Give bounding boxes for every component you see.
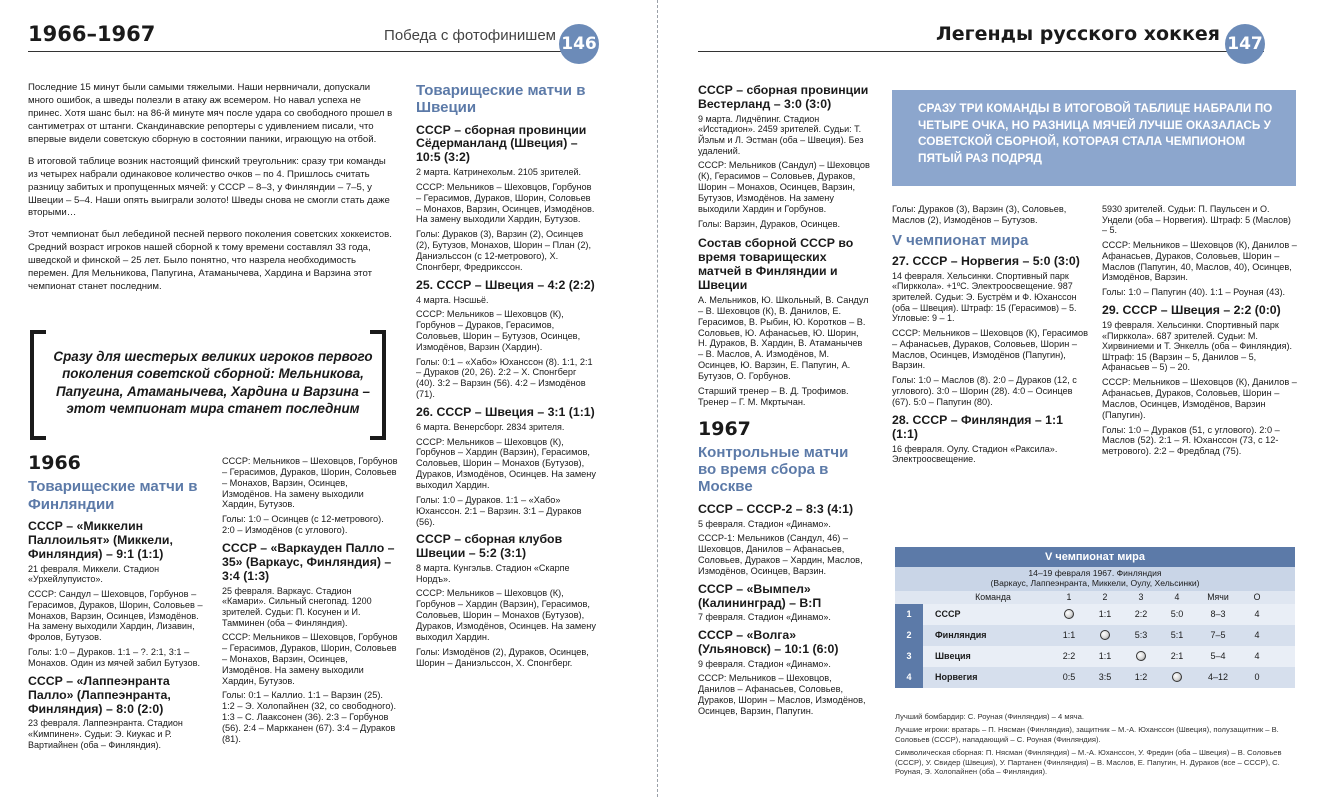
score-cell: 5:3 xyxy=(1134,629,1148,640)
header-cell: Команда xyxy=(975,591,1011,602)
match-title: 28. СССР – Финляндия – 1:1 (1:1) xyxy=(892,412,1063,441)
match-lineup: СССР: Мельников – Шеховцов (К), Данилов – Афанасьев, Дураков, Соловьев, Шорин – Маслов, Осинцев, Измодёнов, Варзин (Папугин). xyxy=(1102,377,1297,420)
score-cell: 2:2 xyxy=(1134,608,1148,619)
column-sweden xyxy=(416,82,596,672)
section-title: Товарищеские матчи в Швеции xyxy=(416,82,586,117)
match-lineup: СССР-1: Мельников (Сандул, 46) – Шеховцов, Данилов – Афанасьев, Соловьев, Дураков – Хардин, Маслов, Измодёнов, Осинцев, Варзин. xyxy=(698,533,863,576)
match-goals: Голы: Варзин, Дураков, Осинцев. xyxy=(698,218,841,229)
header-cell: 1 xyxy=(1066,591,1072,602)
self-cell xyxy=(1051,604,1087,625)
header-cell: 3 xyxy=(1138,591,1144,602)
left-header xyxy=(28,18,594,52)
header-cell: 2 xyxy=(1102,591,1108,602)
match-lineup: СССР: Мельников – Шеховцов (К), Герасимов – Афанасьев, Дураков, Соловьев, Шорин – Маслов, Осинцев, Измодёнов (Папугин), Варзин. xyxy=(892,327,1088,371)
match-info: 7 февраля. Стадион «Динамо». xyxy=(698,612,831,623)
score-cell: 1:1 xyxy=(1098,608,1112,619)
table-row xyxy=(895,604,1295,625)
standings-table xyxy=(895,547,1295,688)
self-cell xyxy=(1159,667,1195,688)
table-header-row xyxy=(895,591,1295,604)
header-subtitle: Победа с фотофинишем xyxy=(384,27,556,44)
match-info: 5 февраля. Стадион «Динамо». xyxy=(698,518,831,529)
score-cell: 5:1 xyxy=(1170,629,1184,640)
match-lineup: СССР: Мельников – Шеховцов (К), Данилов – Афанасьев, Дураков, Соловьев, Шорин – Маслов (Папугин, 40, Маслов, 40), Осинцев, Измодёнов, Варзин. xyxy=(1102,239,1297,283)
table-notes xyxy=(895,712,1295,781)
table-body xyxy=(895,604,1295,688)
pull-quote xyxy=(30,330,386,440)
match-info: 25 февраля. Варкаус. Стадион «Камари». Сильный снегопад. 1200 зрителей. Судьи: П. Косунен и И. Тамминен (оба – Финляндия). xyxy=(222,585,372,628)
match-title: СССР – «Вымпел» (Калининград) – В:П xyxy=(698,581,822,610)
intro-text xyxy=(28,82,394,303)
match-info: 14 февраля. Хельсинки. Спортивный парк «Пирккола». +1ºС. Электроосвещение. 987 зрителей. Судьи: Э. Бустрём и Ф. Юханссон (оба – Швеция). Штраф: 15 (Герасимов) – 5. Угловые: 9 – 1. xyxy=(892,270,1077,324)
match-info: 19 февраля. Хельсинки. Спортивный парк «Пирккола». 687 зрителей. Судьи: М. Хирвиниеми и Т. Энкелль (оба – Финляндия). Штраф: 15 (Варзин – 5, Данилов – 5, Афанасьев – 5) – 20. xyxy=(1102,320,1293,373)
match-title: 25. СССР – Швеция – 4:2 (2:2) xyxy=(416,277,595,292)
match-goals: Голы: Дураков (3), Варзин (3), Соловьев, Маслов (2), Измодёнов – Бутузов. xyxy=(892,204,1067,225)
match-lineup: СССР: Мельников – Шеховцов, Горбунов – Герасимов, Дураков, Шорин, Соловьев – Монахов, Варзин, Осинцев, Измодёнов. На замену выходили Хардин, Бутузов. xyxy=(416,181,595,225)
match-info: 9 февраля. Стадион «Динамо». xyxy=(698,658,831,669)
ball-icon xyxy=(1172,672,1182,682)
section-title: V чемпионат мира xyxy=(892,231,1029,249)
column-world-championship-cont xyxy=(1102,204,1298,461)
self-cell xyxy=(1123,646,1159,667)
match-title: СССР – сборная провинции Сёдерманланд (Швеция) – 10:5 (3:2) xyxy=(416,122,587,165)
score-cell: 2:1 xyxy=(1170,650,1184,661)
points-cell: 4 xyxy=(1254,608,1260,619)
table-row xyxy=(895,667,1295,688)
intro-paragraph: В итоговой таблице возник настоящий финский треугольник: сразу три команды из четырех набрали одинаковое количество очков – по 4. Пришлось считать разницу забитых и пропущенных мячей: у СССР – 8–3, у Финляндии – 7–5, у Швеции – 5–4. Наши опять выиграли золото! Шведы снова не смогли стать даже вторыми… xyxy=(28,155,390,219)
column-finland-cont xyxy=(222,456,398,749)
match-title: СССР – СССР-2 – 8:3 (4:1) xyxy=(698,501,854,516)
match-info: 21 февраля. Миккели. Стадион «Урхейлупуисто». xyxy=(28,563,160,585)
match-info: 5930 зрителей. Судьи: П. Паульсен и О. Ундели (оба – Норвегия). Штраф: 5 (Маслов) – 5. xyxy=(1102,204,1291,236)
match-goals: Голы: 1:0 – Дураков. 1:1 – ?. 2:1, 3:1 – Монахов. Один из мячей забил Бутузов. xyxy=(28,647,201,668)
match-lineup: СССР: Мельников – Шеховцов, Горбунов – Герасимов, Дураков, Шорин, Соловьев – Монахов, Варзин, Осинцев, Измодёнов. На замену выходили Хардин, Бутузов. xyxy=(222,456,398,510)
table-row xyxy=(895,646,1295,667)
header-cell: 4 xyxy=(1174,591,1180,602)
match-title: СССР – сборная клубов Швеции – 5:2 (3:1) xyxy=(416,532,563,561)
match-goals: Голы: Дураков (3), Варзин (2), Осинцев (2), Бутузов, Монахов, Шорин – План (2), Даниэльссон (с 12-метрового), Х. Спонгберг, Фредрикссон. xyxy=(416,229,592,272)
match-goals: Голы: 1:0 – Дураков. 1:1 – «Хабо» Юханссон. 2:1 – Варзин. 3:1 – Дураков (56). xyxy=(416,494,582,527)
page-number-right: 147 xyxy=(1225,24,1265,64)
note: Символическая сборная: П. Нясман (Финляндия) – М.-А. Юханссон, У. Фредин (оба – Швеция) – В. Соловьев (СССР), У. Свидер (Швеция), У. Партанен (Финляндия) – В. Маслов, Е. Папугин, Н. Дураков (все – СССР), С. Роуная, Э. Холопайнен (оба – Финляндия). xyxy=(895,748,1282,777)
team-cell: Швеция xyxy=(935,650,971,661)
roster-title: Состав сборной СССР во время товарищеских матчей в Финляндии и Швеции xyxy=(698,236,854,293)
table-row xyxy=(895,625,1295,646)
section-title: Товарищеские матчи в Финляндии xyxy=(28,478,198,513)
ball-icon xyxy=(1136,651,1146,661)
team-cell: СССР xyxy=(935,608,961,619)
match-title: СССР – «Лаппеэнранта Палло» (Лаппеэнранта, Финляндия) – 8:0 (2:0) xyxy=(28,673,171,716)
intro-paragraph: Последние 15 минут были самыми тяжелыми. Наши нервничали, допускали много ошибок, а шведы полезли в атаку аж всемером. Но навал успеха не принес. Хотя шанс был: на 86-й минуте мяч после удара со свободного прошел в сантиметрах от штанги. Скандинавские репортеры с удивлением писали, что впервые видели советскую сборную в состоянии паники, играющую на отбой. xyxy=(28,82,393,145)
roster-list: А. Мельников, Ю. Школьный, В. Сандул – В. Шеховцов (К), В. Данилов, Е. Герасимов, В. Рыбин, Ю. Коротков – В. Соловьев, Ю. Афанасьев, Ю. Шорин, Н. Дураков, В. Хардин, В. Атаманычев – В. Маслов, А. Измодёнов, М. Осинцев, Ю. Варзин, Е. Папугин, А. Бутузов, О. Горбунов. xyxy=(698,294,869,381)
match-goals: Голы: 1:0 – Дураков (51, с углового). 2:0 – Маслов (52). 2:1 – Я. Юханссон (73, с 12-метрового). 2:2 – Фредблад (75). xyxy=(1102,424,1280,457)
column-westerland-roster xyxy=(698,84,870,721)
right-header xyxy=(698,18,1264,52)
score-cell: 3:5 xyxy=(1098,671,1112,682)
intro-paragraph: Этот чемпионат был лебединой песней первого поколения советских хоккеистов. Средний возраст игроков нашей сборной к тому времени составлял 33 года, шведской и финской – 25 лет. Было понятно, что назрела необходимость перемен. Для Мельникова, Папугина, Атаманычева, Хардина и Варзина этот чемпионат станет последним. xyxy=(28,229,392,293)
team-cell: Норвегия xyxy=(935,671,978,682)
position-cell: 3 xyxy=(895,646,923,667)
ball-icon xyxy=(1064,609,1074,619)
points-cell: 4 xyxy=(1254,629,1260,640)
match-lineup: СССР: Мельников – Шеховцов (К), Горбунов – Хардин (Варзин), Герасимов, Соловьев, Шорин – Монахов (Бутузов), Дураков, Измодёнов, Осинцев. На замену выходил Хардин. xyxy=(416,588,596,642)
page-divider xyxy=(657,0,658,797)
header-cell: О xyxy=(1253,591,1261,602)
score-cell: 5:0 xyxy=(1170,608,1184,619)
note: Лучший бомбардир: С. Роуная (Финляндия) – 4 мяча. xyxy=(895,712,1084,721)
match-title: 29. СССР – Швеция – 2:2 (0:0) xyxy=(1102,303,1281,318)
match-goals: Голы: 0:1 – Каллио. 1:1 – Варзин (25). 1:2 – Э. Холопайнен (32, со свободного). 1:3 – С. Лааксонен (36). 2:3 – Горбунов (56). 2:4 – Маркканен (67). 3:4 – Дураков (81). xyxy=(222,690,397,744)
score-cell: 1:1 xyxy=(1098,650,1112,661)
coaches: Старший тренер – В. Д. Трофимов. Тренер – Г. М. Мкртычан. xyxy=(698,385,849,407)
header-year: 1966–1967 xyxy=(28,22,156,46)
match-goals: Голы: 1:0 – Маслов (8). 2:0 – Дураков (12, с углового). 3:0 – Шорин (28). 4:0 – Осинцев (67). 5:0 – Папугин (80). xyxy=(892,375,1077,408)
column-1966-finland xyxy=(28,452,212,754)
match-lineup: СССР: Мельников (Сандул) – Шеховцов (К), Герасимов – Соловьев, Дураков, Шорин – Монахов, Осинцев, Варзин, Бутузов, Измодёнов. На замену выходили Хардин и Горбунов. xyxy=(698,160,870,214)
match-lineup: СССР: Мельников – Шеховцов, Горбунов – Герасимов, Дураков, Шорин, Соловьев – Монахов, Варзин, Осинцев, Измодёнов. На замену выходили Хардин, Бутузов. xyxy=(222,632,398,686)
position-cell: 4 xyxy=(895,667,923,688)
quote-text: Сразу для шестерых великих игроков первого поколения советской сборной: Мельникова, Папугина, Атаманычева, Хардина и Варзина – этот чемпионат мира станет последним xyxy=(53,349,373,417)
match-lineup: СССР: Мельников – Шеховцов (К), Горбунов – Дураков, Герасимов, Соловьев, Шорин – Бутузов, Осинцев, Измодёнов, Варзин (Хардин). xyxy=(416,309,581,352)
match-info: 16 февраля. Оулу. Стадион «Раксила». Электроосвещение. xyxy=(892,443,1058,465)
goals-cell: 8–3 xyxy=(1210,608,1226,619)
match-info: 23 февраля. Лаппеэнранта. Стадион «Кимпинен». Судьи: Э. Киукас и Р. Вартиайнен (оба – Финляндия). xyxy=(28,718,183,750)
match-info: 8 марта. Кунгэльв. Стадион «Скарпе Нордъ». xyxy=(416,563,570,584)
year-heading: 1966 xyxy=(28,452,81,474)
match-goals: Голы: Измодёнов (2), Дураков, Осинцев, Шорин – Даниэльссон, Х. Спонгберг. xyxy=(416,646,589,668)
match-title: СССР – «Варкауден Палло – 35» (Варкаус, Финляндия) – 3:4 (1:3) xyxy=(222,541,395,583)
match-title: 27. СССР – Норвегия – 5:0 (3:0) xyxy=(892,253,1080,268)
match-goals: Голы: 1:0 – Осинцев (с 12-метрового). 2:0 – Измодёнов (с углового). xyxy=(222,514,384,536)
goals-cell: 5–4 xyxy=(1210,650,1226,661)
points-cell: 0 xyxy=(1254,671,1260,682)
header-cell: Мячи xyxy=(1207,591,1229,602)
note: Лучшие игроки: вратарь – П. Нясман (Финляндия), защитник – М.-А. Юханссон (Швеция), полузащитник – В. Соловьев (СССР), нападающий – С. Роуная (Финляндия). xyxy=(895,725,1279,744)
match-lineup: СССР: Сандул – Шеховцов, Горбунов – Герасимов, Дураков, Шорин, Соловьев – Монахов, Варзин, Осинцев, Измодёнов. На замену выходили Хардин, Лизавин, Фролов, Бутузов. xyxy=(28,588,203,643)
score-cell: 0:5 xyxy=(1062,671,1076,682)
year-heading: 1967 xyxy=(698,417,751,440)
match-info: 4 марта. Нэсшьё. xyxy=(416,294,489,305)
table-subtitle xyxy=(895,567,1295,591)
match-title: 26. СССР – Швеция – 3:1 (1:1) xyxy=(416,405,595,420)
left-page xyxy=(0,0,648,797)
points-cell: 4 xyxy=(1254,650,1260,661)
goals-cell: 7–5 xyxy=(1210,629,1226,640)
score-cell: 1:1 xyxy=(1062,629,1076,640)
table-subtitle-line: (Варкаус, Лаппеэнранта, Миккели, Оулу, Хельсинки) xyxy=(990,577,1200,588)
ball-icon xyxy=(1100,630,1110,640)
match-title: СССР – сборная провинции Вестерланд – 3:0 (3:0) xyxy=(698,83,869,111)
score-cell: 1:2 xyxy=(1134,671,1148,682)
match-info: 6 марта. Венерсборг. 2834 зрителя. xyxy=(416,421,565,432)
team-cell: Финляндия xyxy=(935,629,987,640)
position-cell: 2 xyxy=(895,625,923,646)
column-world-championship xyxy=(892,204,1088,469)
quote-bracket-left xyxy=(30,330,46,440)
match-title: СССР – «Волга» (Ульяновск) – 10:1 (6:0) xyxy=(698,628,839,656)
goals-cell: 4–12 xyxy=(1207,671,1229,682)
self-cell xyxy=(1087,625,1123,646)
match-info: 2 марта. Катринехольм. 2105 зрителей. xyxy=(416,167,582,178)
header-cell xyxy=(895,591,923,604)
callout-box: СРАЗУ ТРИ КОМАНДЫ В ИТОГОВОЙ ТАБЛИЦЕ НАБРАЛИ ПО ЧЕТЫРЕ ОЧКА, НО РАЗНИЦА МЯЧЕЙ ЛУЧШЕ ОКАЗАЛАСЬ У СОВЕТСКОЙ СБОРНОЙ, КОТОРАЯ СТАЛА ЧЕМПИОНОМ ПЯТЫЙ РАЗ ПОДРЯД xyxy=(892,90,1296,186)
header-book-title: Легенды русского хоккея xyxy=(936,23,1220,45)
match-lineup: СССР: Мельников – Шеховцов, Данилов – Афанасьев, Соловьев, Дураков, Шорин – Маслов, Измодёнов, Осинцев, Варзин, Папугин. xyxy=(698,673,866,716)
page-number-left: 146 xyxy=(559,24,599,64)
table-subtitle-line: 14–19 февраля 1967. Финляндия xyxy=(1028,568,1162,578)
match-title: СССР – «Миккелин Паллоильят» (Миккели, Финляндия) – 9:1 (1:1) xyxy=(28,518,173,561)
table-title: V чемпионат мира xyxy=(895,547,1295,567)
score-cell: 2:2 xyxy=(1062,650,1076,661)
match-info: 9 марта. Лидчёпинг. Стадион «Исстадион». 2459 зрителей. Судьи: Т. Йэльм и Л. Эстман (оба – Швеция). Без удалений. xyxy=(698,113,864,156)
match-goals: Голы: 1:0 – Папугин (40). 1:1 – Роуная (43). xyxy=(1102,287,1286,298)
section-title: Контрольные матчи во время сбора в Москве xyxy=(698,443,849,496)
position-cell: 1 xyxy=(895,604,923,625)
match-goals: Голы: 0:1 – «Хабо» Юханссон (8). 1:1, 2:1 – Дураков (20, 26). 2:2 – Х. Спонгберг (40). 3:2 – Варзин (56). 4:2 – Измодёнов (71). xyxy=(416,356,593,400)
match-lineup: СССР: Мельников – Шеховцов (К), Горбунов – Хардин (Варзин), Герасимов, Соловьев, Шорин – Монахов (Бутузов), Дураков, Измодёнов, Осинцев. На замену выходил Хардин. xyxy=(416,436,596,490)
